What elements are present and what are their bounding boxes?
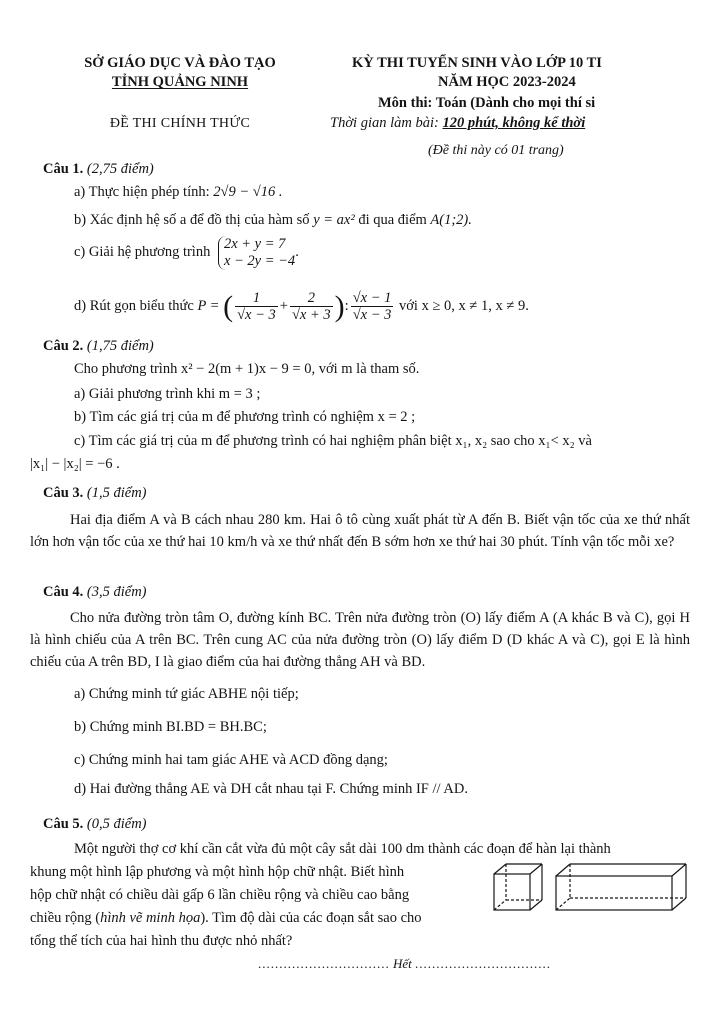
question-3-title: Câu 3. (1,5 điểm) xyxy=(43,485,147,501)
q2-part-b: b) Tìm các giá trị của m để phương trình có nghiệm x = 2 ; xyxy=(74,409,416,425)
cube-front-face xyxy=(494,874,530,910)
q4-text: Cho nửa đường tròn tâm O, đường kính BC. Trên nửa đường tròn (O) lấy điểm A (A khác B và C), gọi H là hình chiếu của A trên BC. Trên cung AC của nửa đường tròn (O) lấy điểm D (D khác A và C), gọi E là hình chiếu của A trên BD, I là giao điểm của hai đường thẳng AH và BD. xyxy=(30,610,690,670)
q5-line-2: khung một hình lập phương và một hình hộp chữ nhật. Biết hình xyxy=(30,864,405,880)
official-exam-label: ĐỀ THI CHÍNH THỨC xyxy=(109,116,251,131)
q4-part-a: a) Chứng minh tứ giác ABHE nội tiếp; xyxy=(74,686,299,702)
q1-part-c: c) Giải hệ phương trình 2x + y = 7 x − 2y = −4 . xyxy=(74,236,299,269)
q5-line-3: hộp chữ nhật có chiều dài gấp 6 lần chiều rộng và chiều cao bằng xyxy=(30,887,410,903)
end-marker: ............................... Hết ................................ xyxy=(258,956,552,971)
q4-part-b: b) Chứng minh BI.BD = BH.BC; xyxy=(74,719,267,735)
q2-part-c: c) Tìm các giá trị của m để phương trình có hai nghiệm phân biệt x₁, x₂ sao cho x₁< x₂ và xyxy=(74,433,592,449)
province-name: TỈNH QUẢNG NINH xyxy=(111,74,249,90)
q5-line-5: tổng thể tích của hai hình thu được nhỏ nhất? xyxy=(30,933,293,949)
q3-text: Hai địa điểm A và B cách nhau 280 km. Hai ô tô cùng xuất phát từ A đến B. Biết vận tốc của xe thứ nhất lớn hơn vận tốc của xe thứ hai 10 km/h và xe thứ nhất đến B sớm hơn xe thứ hai 30 phút. Tính vận tốc mỗi xe? xyxy=(30,512,690,550)
cube-and-box-illustration xyxy=(490,860,690,922)
time-line: Thời gian làm bài: 120 phút, không kể thời xyxy=(330,115,586,131)
fraction-1: $\frac{1}{√x - 3}$ xyxy=(237,290,276,323)
department-name: SỞ GIÁO DỤC VÀ ĐÀO TẠO xyxy=(84,55,276,71)
question-5-title: Câu 5. (0,5 điểm) xyxy=(43,816,147,832)
q1-part-b: b) Xác định hệ số a để đồ thị của hàm số y = ax² đi qua điểm A(1;2). xyxy=(74,212,472,228)
q4-part-c: c) Chứng minh hai tam giác AHE và ACD đồng dạng; xyxy=(74,752,388,768)
equation-system: 2x + y = 7 x − 2y = −4 xyxy=(218,236,295,270)
subject-line: Môn thi: Toán (Dành cho mọi thí si xyxy=(378,95,596,111)
question-4-title: Câu 4. (3,5 điểm) xyxy=(43,584,147,600)
q2-intro: Cho phương trình x² − 2(m + 1)x − 9 = 0, với m là tham số. xyxy=(74,361,420,377)
fraction-3: $\frac{√x - 1}{√x - 3}$ xyxy=(352,290,392,323)
exam-title: KỲ THI TUYỂN SINH VÀO LỚP 10 TI xyxy=(352,55,602,71)
box-front-face xyxy=(556,876,672,910)
question-1-title: Câu 1. (2,75 điểm) xyxy=(43,161,154,177)
question-2-title: Câu 2. (1,75 điểm) xyxy=(43,338,154,354)
q4-part-d: d) Hai đường thẳng AE và DH cắt nhau tại F. Chứng minh IF // AD. xyxy=(74,781,468,797)
school-year: NĂM HỌC 2023-2024 xyxy=(438,74,576,90)
q5-line-4: chiều rộng (hình vẽ minh họa). Tìm độ dài của các đoạn sắt sao cho xyxy=(30,910,422,926)
page-count-note: (Đề thi này có 01 trang) xyxy=(428,143,564,158)
fraction-2: $\frac{2}{√x + 3}$ xyxy=(291,290,331,323)
q1-part-a: a) Thực hiện phép tính: 2√9 − √16 . xyxy=(74,184,283,200)
exam-info-block xyxy=(330,54,724,133)
q1-part-d: d) Rút gọn biểu thức P = ( $\frac{1}{√x - 3}$ + $\frac{2}{√x + 3}$ ): $\frac{√x - 1}{√x - 3}$ với x ≥ 0, x ≠ 1, x ≠ 9. xyxy=(74,290,529,323)
department-block xyxy=(40,54,320,92)
q2-part-a: a) Giải phương trình khi m = 3 ; xyxy=(74,386,261,402)
q5-line-1: Một người thợ cơ khí cần cắt vừa đủ một cây sắt dài 100 dm thành các đoạn để hàn lại thành xyxy=(74,841,611,857)
q2-part-c-condition: |x₁| − |x₂| = −6 . xyxy=(30,456,120,472)
